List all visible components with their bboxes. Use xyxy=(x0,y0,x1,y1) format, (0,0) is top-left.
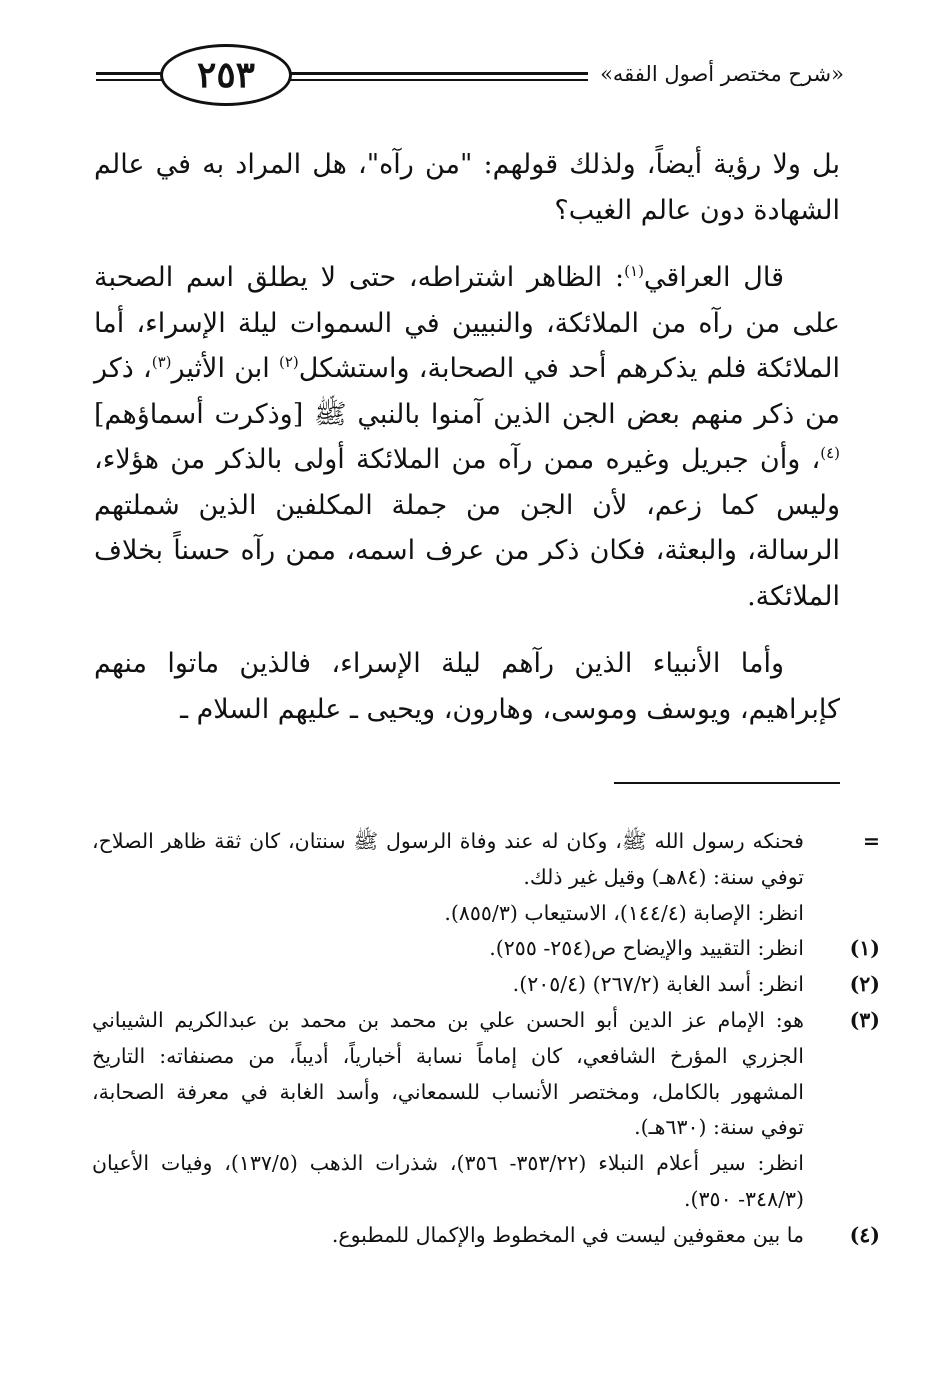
footnote-3-mark: (٣) xyxy=(849,1007,880,1032)
footnote-2-mark: (٢) xyxy=(849,972,880,997)
footnote-1-mark: (١) xyxy=(849,936,880,961)
footnote-3 xyxy=(92,1003,880,1218)
paragraph-2-part-d: ، ذكر من ذكر منهم بعض الجن الذين آمنوا بالنبي ﷺ [وذكرت أسماؤهم] xyxy=(94,353,840,430)
footnote-ref-3[interactable]: (٣) xyxy=(151,353,172,371)
footnote-continued-see: انظر: الإصابة (١٤٤/٤)، الاستيعاب (٨٥٥/٣). xyxy=(444,900,804,925)
footnote-continued xyxy=(92,824,880,931)
footnote-continued-mark: = xyxy=(862,829,880,853)
footnote-ref-2[interactable]: (٢) xyxy=(279,353,299,371)
page-header xyxy=(96,42,844,112)
paragraph-2-part-b: : الظاهر اشتراطه، حتى لا يطلق اسم الصحبة على من رآه من الملائكة، والنبيين في السموات ليلة الإسراء، أما الملائكة فلم يذكرهم أحد في الصحابة، واستشكل xyxy=(94,262,840,384)
footnote-2 xyxy=(92,967,880,1003)
page-number: ٢٥٣ xyxy=(160,44,292,106)
footnote-separator xyxy=(614,782,840,784)
footnote-ref-1[interactable]: (١) xyxy=(624,262,644,280)
footnote-ref-4[interactable]: (٤) xyxy=(820,444,840,462)
footnote-2-text: انظر: أسد الغابة (٢٦٧/٢) (٢٠٥/٤). xyxy=(512,972,804,997)
footnote-4 xyxy=(92,1218,880,1254)
footnote-4-mark: (٤) xyxy=(849,1222,880,1247)
footnotes xyxy=(92,824,880,1254)
footnote-4-text: ما بين معقوفين ليست في المخطوط والإكمال للمطبوع. xyxy=(331,1222,804,1247)
paragraph-1: بل ولا رؤية أيضاً، ولذلك قولهم: "من رآه"، هل المراد به في عالم الشهادة دون عالم الغيب؟ xyxy=(94,149,840,226)
footnote-3-see: انظر: سير أعلام النبلاء (٣٥٣/٢٢- ٣٥٦)، شذرات الذهب (١٣٧/٥)، وفيات الأعيان (٣٤٨/٣- ٣٥٠). xyxy=(92,1151,804,1211)
main-text xyxy=(94,142,840,754)
running-title: «شرح مختصر أصول الفقه» xyxy=(588,62,844,86)
footnote-1-text: انظر: التقييد والإيضاح ص(٢٥٤- ٢٥٥). xyxy=(489,936,804,961)
paragraph-2 xyxy=(94,255,840,619)
footnote-1 xyxy=(92,931,880,967)
paragraph-3: وأما الأنبياء الذين رآهم ليلة الإسراء، فالذين ماتوا منهم كإبراهيم، ويوسف وموسى، وهارون، ويحيى ـ عليهم السلام ـ xyxy=(94,648,840,725)
paragraph-2-part-a: قال العراقي xyxy=(643,262,784,293)
footnote-3-text: هو: الإمام عز الدين أبو الحسن علي بن محمد بن محمد بن عبدالكريم الشيباني الجزري المؤرخ الشافعي، كان إماماً نسابة أخبارياً، أديباً، من مصنفاته: التاريخ المشهور بالكامل، ومختصر الأنساب للسمعاني، وأسد الغابة في معرفة الصحابة، توفي سنة: (٦٣٠هـ). xyxy=(92,1007,804,1140)
paragraph-2-part-e: ، وأن جبريل وغيره ممن رآه من الملائكة أولى بالذكر من هؤلاء، وليس كما زعم، لأن الجن من جملة المكلفين الذين شملتهم الرسالة، والبعثة، فكان ذكر من عرف اسمه، ممن رآه حسناً بخلاف الملائكة. xyxy=(94,444,840,612)
paragraph-2-part-c: ابن الأثير xyxy=(171,353,279,384)
footnote-continued-text: فحنكه رسول الله ﷺ، وكان له عند وفاة الرسول ﷺ سنتان، كان ثقة ظاهر الصلاح، توفي سنة: (٨٤هـ) وقيل غير ذلك. xyxy=(92,829,804,889)
